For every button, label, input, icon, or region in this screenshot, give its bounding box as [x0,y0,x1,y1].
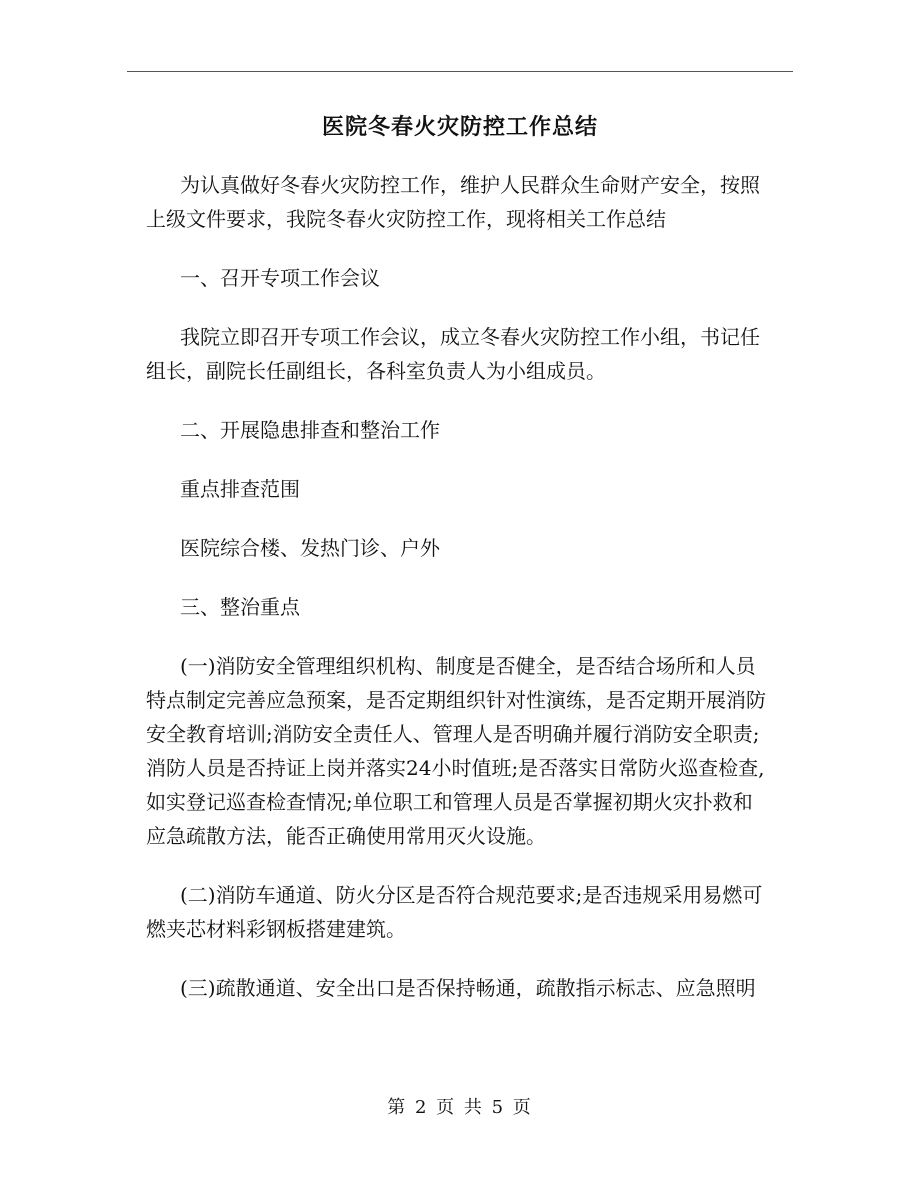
text-line: 三、整治重点 [180,595,300,619]
text-line: 燃夹芯材料彩钢板搭建建筑。 [146,917,406,941]
text-line: 一、召开专项工作会议 [180,266,380,290]
text-line: 特点制定完善应急预案，是否定期组织针对性演练，是否定期开展消防 [146,688,766,712]
text-line: 上级文件要求，我院冬春火灾防控工作，现将相关工作总结 [146,207,666,231]
text-line: 如实登记巡查检查情况;单位职工和管理人员是否掌握初期火灾扑救和 [146,790,753,814]
text-line: 重点排查范围 [180,477,300,501]
text-line: (三)疏散通道、安全出口是否保持畅通，疏散指示标志、应急照明 [180,976,756,1000]
text-line: 应急疏散方法，能否正确使用常用灭火设施。 [146,824,546,848]
section-heading-3 [146,590,800,624]
page-number: 第 2 页 共 5 页 [387,1097,533,1118]
paragraph-meeting [146,320,800,388]
text-line: 安全教育培训;消防安全责任人、管理人是否明确并履行消防安全职责; [146,722,760,746]
paragraph-intro [146,168,800,236]
paragraph-item-1 [146,649,800,853]
text-line: 组长，副院长任副组长，各科室负责人为小组成员。 [146,359,606,383]
text-line: 二、开展隐患排查和整治工作 [180,418,440,442]
section-heading-1 [146,261,800,295]
paragraph-scope [146,531,800,565]
text-line: 消防人员是否持证上岗并落实24小时值班;是否落实日常防火巡查检查, [146,756,765,780]
text-line: 我院立即召开专项工作会议，成立冬春火灾防控工作小组，书记任 [180,325,760,349]
section-heading-2 [146,413,800,447]
text-line: (二)消防车通道、防火分区是否符合规范要求;是否违规采用易燃可 [180,883,763,907]
text-line: 医院综合楼、发热门诊、户外 [180,536,440,560]
paragraph-item-3 [146,971,800,1005]
document-title: 医院冬春火灾防控工作总结 [321,114,598,140]
paragraph-item-2 [146,878,800,946]
subheading-scope [146,472,800,506]
text-line: 为认真做好冬春火灾防控工作，维护人民群众生命财产安全，按照 [180,173,760,197]
header-rule [127,71,793,72]
text-line: (一)消防安全管理组织机构、制度是否健全，是否结合场所和人员 [180,654,756,678]
document-body [146,168,800,1005]
